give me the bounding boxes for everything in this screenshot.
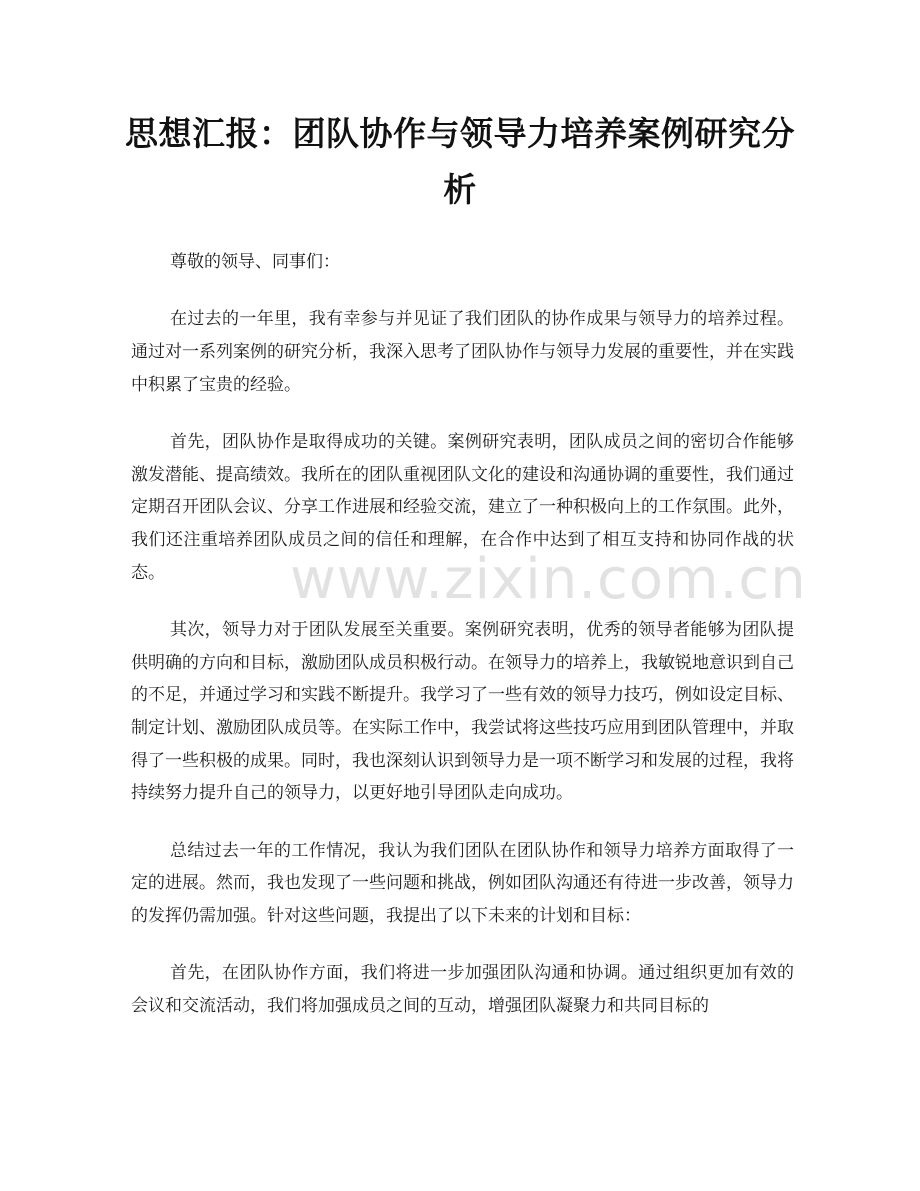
document-title: 思想汇报：团队协作与领导力培养案例研究分析	[125, 114, 795, 209]
intro-paragraph: 在过去的一年里，我有幸参与并见证了我们团队的协作成果与领导力的培养过程。通过对一系列案例的研究分析，我深入思考了团队协作与领导力发展的重要性，并在实践中积累了宝贵的经验。	[131, 309, 794, 395]
salutation-paragraph: 尊敬的领导、同事们：	[170, 252, 340, 272]
summary-paragraph: 总结过去一年的工作情况，我认为我们团队在团队协作和领导力培养方面取得了一定的进展。然而，我也发现了一些问题和挑战，例如团队沟通还有待进一步改善，领导力的发挥仍需加强。针对这些问题，我提出了以下未来的计划和目标：	[131, 840, 794, 926]
leadership-paragraph: 其次，领导力对于团队发展至关重要。案例研究表明，优秀的领导者能够为团队提供明确的方向和目标，激励团队成员积极行动。在领导力的培养上，我敏锐地意识到自己的不足，并通过学习和实践不断提升。我学习了一些有效的领导力技巧，例如设定目标、制定计划、激励团队成员等。在实际工作中，我尝试将这些技巧应用到团队管理中，并取得了一些积极的成果。同时，我也深刻认识到领导力是一项不断学习和发展的过程，我将持续努力提升自己的领导力，以更好地引导团队走向成功。	[131, 619, 794, 804]
plan-paragraph: 首先，在团队协作方面，我们将进一步加强团队沟通和协调。通过组织更加有效的会议和交流活动，我们将加强成员之间的互动，增强团队凝聚力和共同目标的	[131, 963, 794, 1016]
document-body	[131, 246, 807, 1047]
teamwork-paragraph: 首先，团队协作是取得成功的关键。案例研究表明，团队成员之间的密切合作能够激发潜能、提高绩效。我所在的团队重视团队文化的建设和沟通协调的重要性，我们通过定期召开团队会议、分享工作进展和经验交流，建立了一种积极向上的工作氛围。此外，我们还注重培养团队成员之间的信任和理解，在合作中达到了相互支持和协同作战的状态。	[131, 431, 794, 583]
watermark-text: www.zixin.com.cn	[290, 547, 807, 612]
